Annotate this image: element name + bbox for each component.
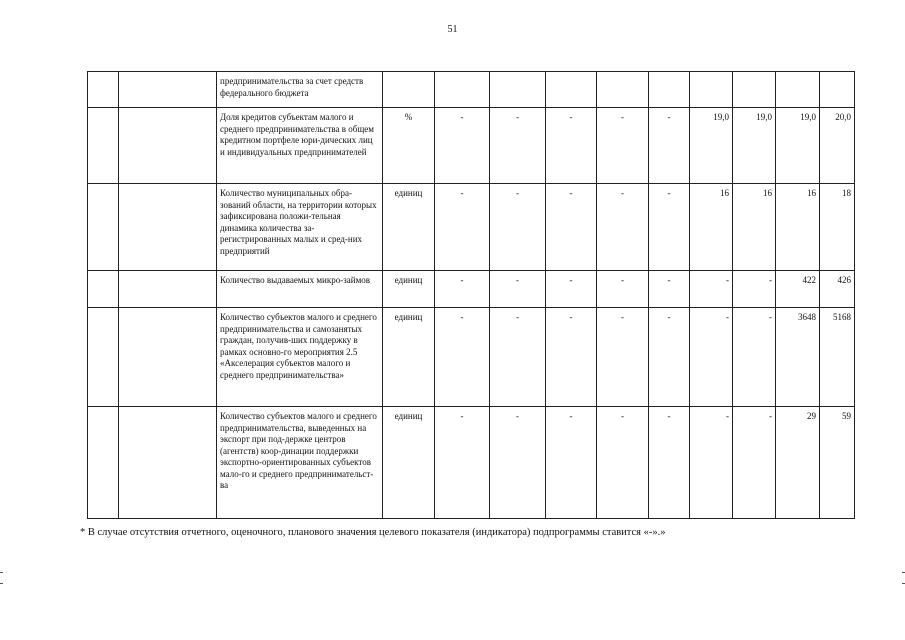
value-cell: 16 [690,184,733,271]
crop-mark [0,583,3,584]
value-cell: - [435,308,490,407]
number-cell [88,308,119,407]
value-cell: - [435,108,490,184]
unit-cell: единиц [383,271,435,308]
page-number: 51 [447,24,458,35]
value-cell: - [649,271,690,308]
table-row [88,72,855,108]
table-row [88,271,855,308]
value-cell: - [435,184,490,271]
value-cell [776,72,820,108]
value-cell: 20,0 [820,108,855,184]
number-cell [88,407,119,519]
value-cell: - [597,108,649,184]
value-cell: - [597,308,649,407]
table-row [88,108,855,184]
footnote: * В случае отсутствия отчетного, оценочного, планового значения целевого показателя (индикатора) подпрограммы ставится «-».» [80,527,666,538]
value-cell: - [733,308,776,407]
value-cell: - [546,271,597,308]
value-cell: 422 [776,271,820,308]
value-cell: - [490,108,546,184]
value-cell: - [490,308,546,407]
value-cell: - [490,271,546,308]
number-cell [88,108,119,184]
value-cell: 19,0 [690,108,733,184]
indicator-description: предпринимательства за счет средств федерального бюджета [217,72,383,108]
value-cell: - [546,407,597,519]
name-cell [119,308,217,407]
value-cell [649,72,690,108]
name-cell [119,407,217,519]
value-cell: - [649,308,690,407]
name-cell [119,184,217,271]
table-row [88,407,855,519]
value-cell: - [733,271,776,308]
table-row [88,184,855,271]
value-cell [546,72,597,108]
value-cell [490,72,546,108]
indicator-description: Количество муниципальных обра-зований области, на территории которых зафиксирована положи-тельная динамика количества за-регистрированных малых и сред-них предприятий [217,184,383,271]
value-cell: 5168 [820,308,855,407]
value-cell: - [733,407,776,519]
value-cell: - [546,108,597,184]
name-cell [119,271,217,308]
value-cell: - [690,271,733,308]
value-cell [733,72,776,108]
value-cell: - [690,407,733,519]
value-cell: 19,0 [733,108,776,184]
unit-cell: единиц [383,407,435,519]
value-cell [690,72,733,108]
value-cell: - [597,407,649,519]
indicator-description: Количество субъектов малого и среднего предпринимательства, выведенных на экспорт при под-держке центров (агентств) коор-динации поддержки экспортно-ориентированных субъектов мало-го и среднего предпринимательст-ва [217,407,383,519]
name-cell [119,108,217,184]
number-cell [88,271,119,308]
unit-cell: единиц [383,184,435,271]
value-cell: - [649,407,690,519]
value-cell: - [597,271,649,308]
value-cell: - [597,184,649,271]
name-cell [119,72,217,108]
number-cell [88,184,119,271]
unit-cell [383,72,435,108]
value-cell: - [490,184,546,271]
value-cell: - [546,308,597,407]
indicator-description: Количество выдаваемых микро-займов [217,271,383,308]
value-cell: - [690,308,733,407]
value-cell: 29 [776,407,820,519]
indicator-description: Количество субъектов малого и среднего предпринимательства и самозанятых граждан, получив-ших поддержку в рамках основно-го мероприятия 2.5 «Акселерация субъектов малого и среднего предпринимательства» [217,308,383,407]
value-cell: 16 [776,184,820,271]
indicators-table [87,71,855,519]
value-cell: - [435,271,490,308]
value-cell: 18 [820,184,855,271]
value-cell: 59 [820,407,855,519]
number-cell [88,72,119,108]
value-cell: - [546,184,597,271]
indicator-description: Доля кредитов субъектам малого и среднего предпринимательства в общем кредитном портфеле юри-дических лиц и индивидуальных предпринимателей [217,108,383,184]
unit-cell: единиц [383,308,435,407]
value-cell [820,72,855,108]
crop-mark [0,572,3,573]
unit-cell: % [383,108,435,184]
value-cell: 426 [820,271,855,308]
value-cell [597,72,649,108]
value-cell [435,72,490,108]
table-row [88,308,855,407]
value-cell: - [649,108,690,184]
value-cell: 19,0 [776,108,820,184]
value-cell: - [490,407,546,519]
value-cell: - [435,407,490,519]
value-cell: 16 [733,184,776,271]
value-cell: - [649,184,690,271]
value-cell: 3648 [776,308,820,407]
